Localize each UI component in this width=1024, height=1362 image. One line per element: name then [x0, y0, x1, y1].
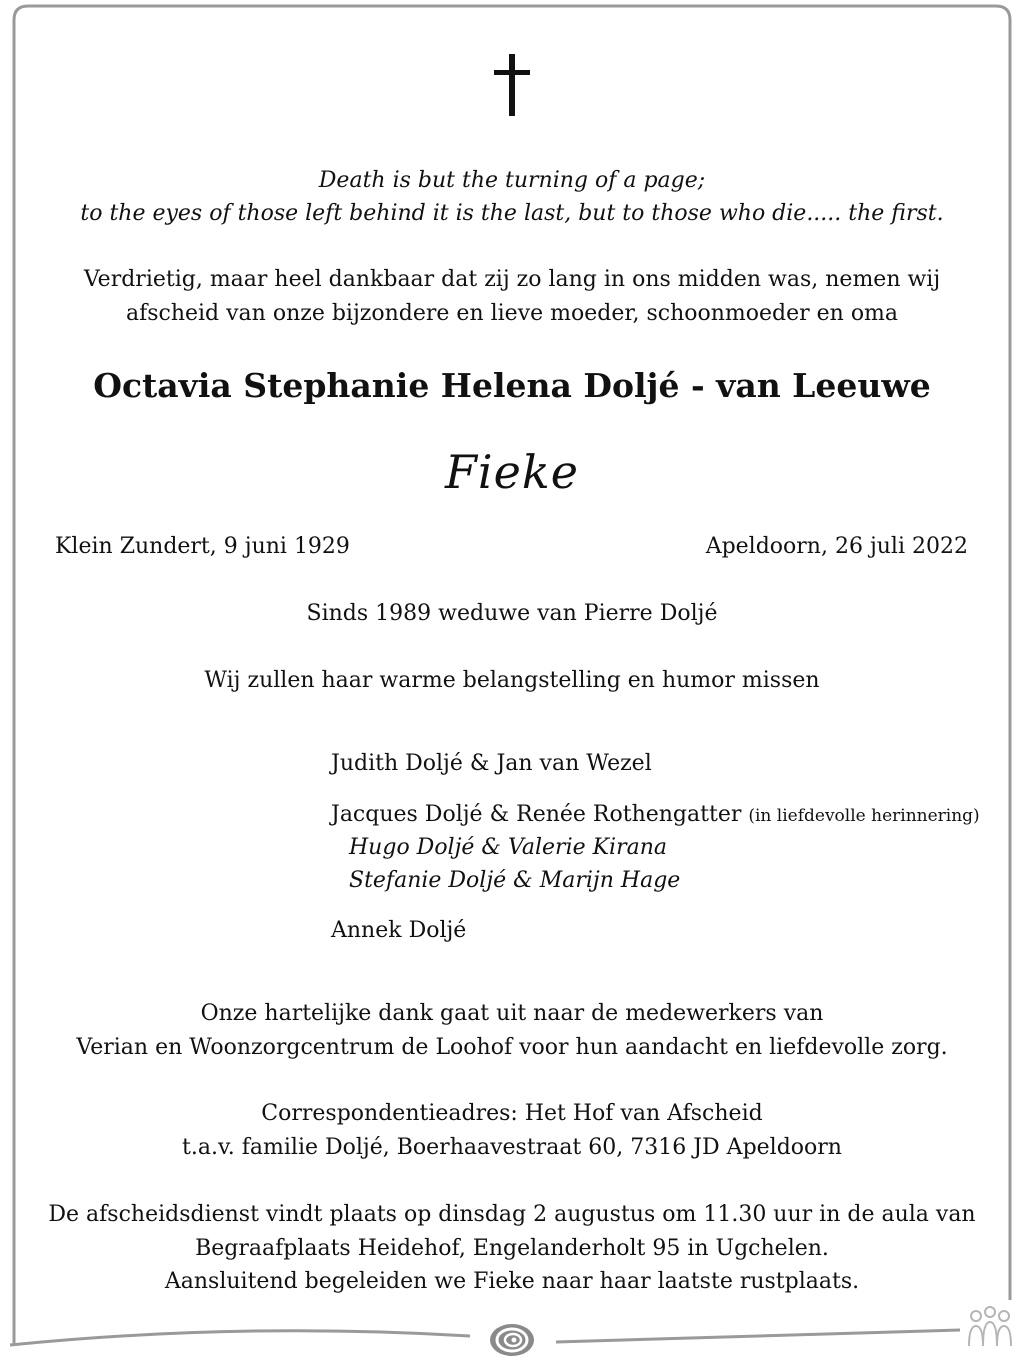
widow-line: Sinds 1989 weduwe van Pierre Doljé	[306, 601, 718, 626]
grandchild-2: Stefanie Doljé & Marijn Hage	[349, 868, 681, 893]
family-member-2-name: Jacques Doljé & Renée Rothengatter	[331, 802, 742, 827]
cross-icon	[494, 54, 530, 116]
thanks-line-1: Onze hartelijke dank gaat uit naar de medewerkers van	[200, 1001, 824, 1026]
poem-line-1: Death is but the turning of a page;	[318, 168, 706, 193]
grandchild-1: Hugo Doljé & Valerie Kirana	[349, 835, 668, 860]
family-member-3: Annek Doljé	[331, 918, 467, 943]
family-member-1: Judith Doljé & Jan van Wezel	[331, 751, 652, 776]
address-line-2: t.a.v. familie Doljé, Boerhaavestraat 60, 7316 JD Apeldoorn	[182, 1135, 842, 1160]
thanks-line-2: Verian en Woonzorgcentrum de Loohof voor hun aandacht en liefdevolle zorg.	[76, 1035, 948, 1060]
deceased-full-name: Octavia Stephanie Helena Doljé - van Leeuwe	[93, 366, 931, 405]
rose-emblem-icon	[487, 1322, 537, 1358]
family-member-2	[331, 798, 980, 833]
poem-line-2: to the eyes of those left behind it is the last, but to those who die..... the first.	[80, 201, 944, 226]
death-place-date: Apeldoorn, 26 juli 2022	[705, 534, 968, 559]
people-logo-icon	[966, 1306, 1014, 1348]
nickname: Fieke	[445, 445, 579, 499]
family-member-2-note: (in liefdevolle herinnering)	[748, 806, 980, 826]
miss-line: Wij zullen haar warme belangstelling en humor missen	[204, 668, 820, 693]
service-line-2: Begraafplaats Heidehof, Engelanderholt 95 in Ugchelen.	[195, 1236, 829, 1261]
address-line-1: Correspondentieadres: Het Hof van Afscheid	[261, 1101, 763, 1126]
intro-line-2: afscheid van onze bijzondere en lieve moeder, schoonmoeder en oma	[125, 301, 899, 326]
intro-line-1: Verdrietig, maar heel dankbaar dat zij zo lang in ons midden was, nemen wij	[83, 267, 941, 292]
service-line-1: De afscheidsdienst vindt plaats op dinsdag 2 augustus om 11.30 uur in de aula van	[48, 1202, 976, 1227]
service-line-3: Aansluitend begeleiden we Fieke naar haar laatste rustplaats.	[164, 1269, 860, 1294]
birth-place-date: Klein Zundert, 9 juni 1929	[55, 534, 350, 559]
